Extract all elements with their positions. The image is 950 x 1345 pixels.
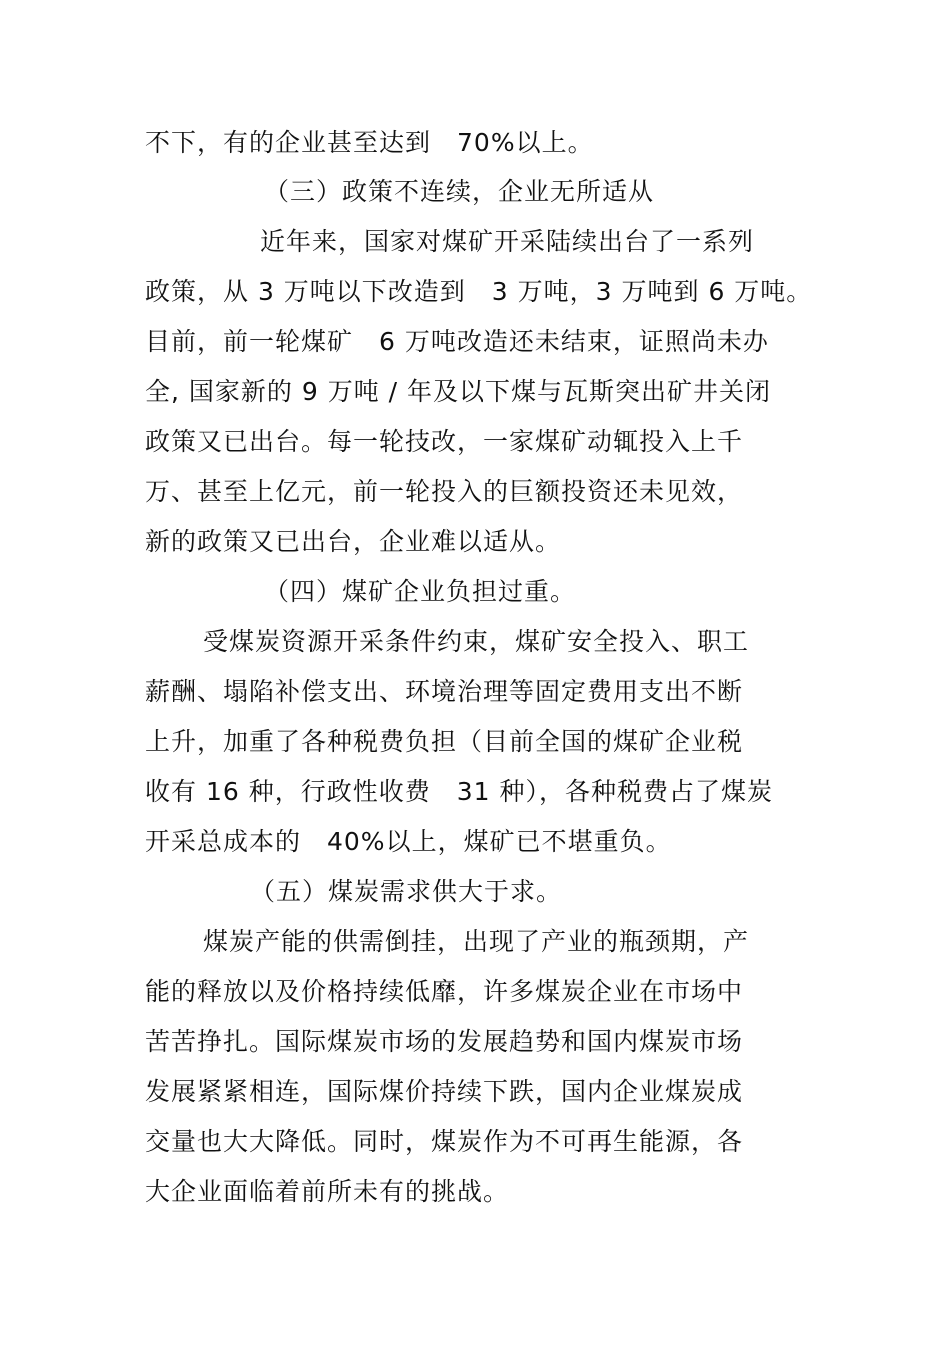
text-line-20: 发展紧紧相连，国际煤价持续下跌，国内企业煤炭成 [145, 1077, 744, 1106]
text-line-4: 政策，从 3 万吨以下改造到 3 万吨，3 万吨到 6 万吨。 [145, 277, 813, 306]
text-line-7: 政策又已出台。每一轮技改，一家煤矿动辄投入上千 [145, 427, 744, 456]
section-heading-3: （三）政策不连续，企业无所适从 [264, 177, 655, 206]
text-line-13: 上升，加重了各种税费负担（目前全国的煤矿企业税 [145, 727, 744, 756]
text-line-12: 薪酬、塌陷补偿支出、环境治理等固定费用支出不断 [145, 677, 744, 706]
text-line-5: 目前，前一轮煤矿 6 万吨改造还未结束，证照尚未办 [145, 327, 769, 356]
text-line-3: 近年来，国家对煤矿开采陆续出台了一系列 [260, 227, 755, 256]
text-line-17: 煤炭产能的供需倒挂，出现了产业的瓶颈期，产 [203, 927, 750, 956]
text-line-1: 不下，有的企业甚至达到 70%以上。 [145, 128, 594, 157]
text-line-11: 受煤炭资源开采条件约束，煤矿安全投入、职工 [203, 627, 750, 656]
text-line-9: 新的政策又已出台，企业难以适从。 [145, 527, 562, 556]
section-heading-4: （四）煤矿企业负担过重。 [264, 577, 577, 606]
text-line-15: 开采总成本的 40%以上，煤矿已不堪重负。 [145, 827, 672, 856]
text-line-14: 收有 16 种，行政性收费 31 种），各种税费占了煤炭 [145, 777, 773, 806]
text-line-8: 万、甚至上亿元，前一轮投入的巨额投资还未见效， [145, 477, 744, 506]
section-heading-5: （五）煤炭需求供大于求。 [250, 877, 563, 906]
text-line-19: 苦苦挣扎。国际煤炭市场的发展趋势和国内煤炭市场 [145, 1027, 744, 1056]
text-line-18: 能的释放以及价格持续低靡，许多煤炭企业在市场中 [145, 977, 744, 1006]
text-line-6: 全, 国家新的 9 万吨 / 年及以下煤与瓦斯突出矿井关闭 [145, 377, 772, 406]
text-line-21: 交量也大大降低。同时，煤炭作为不可再生能源，各 [145, 1127, 744, 1156]
text-line-22: 大企业面临着前所未有的挑战。 [145, 1177, 510, 1206]
